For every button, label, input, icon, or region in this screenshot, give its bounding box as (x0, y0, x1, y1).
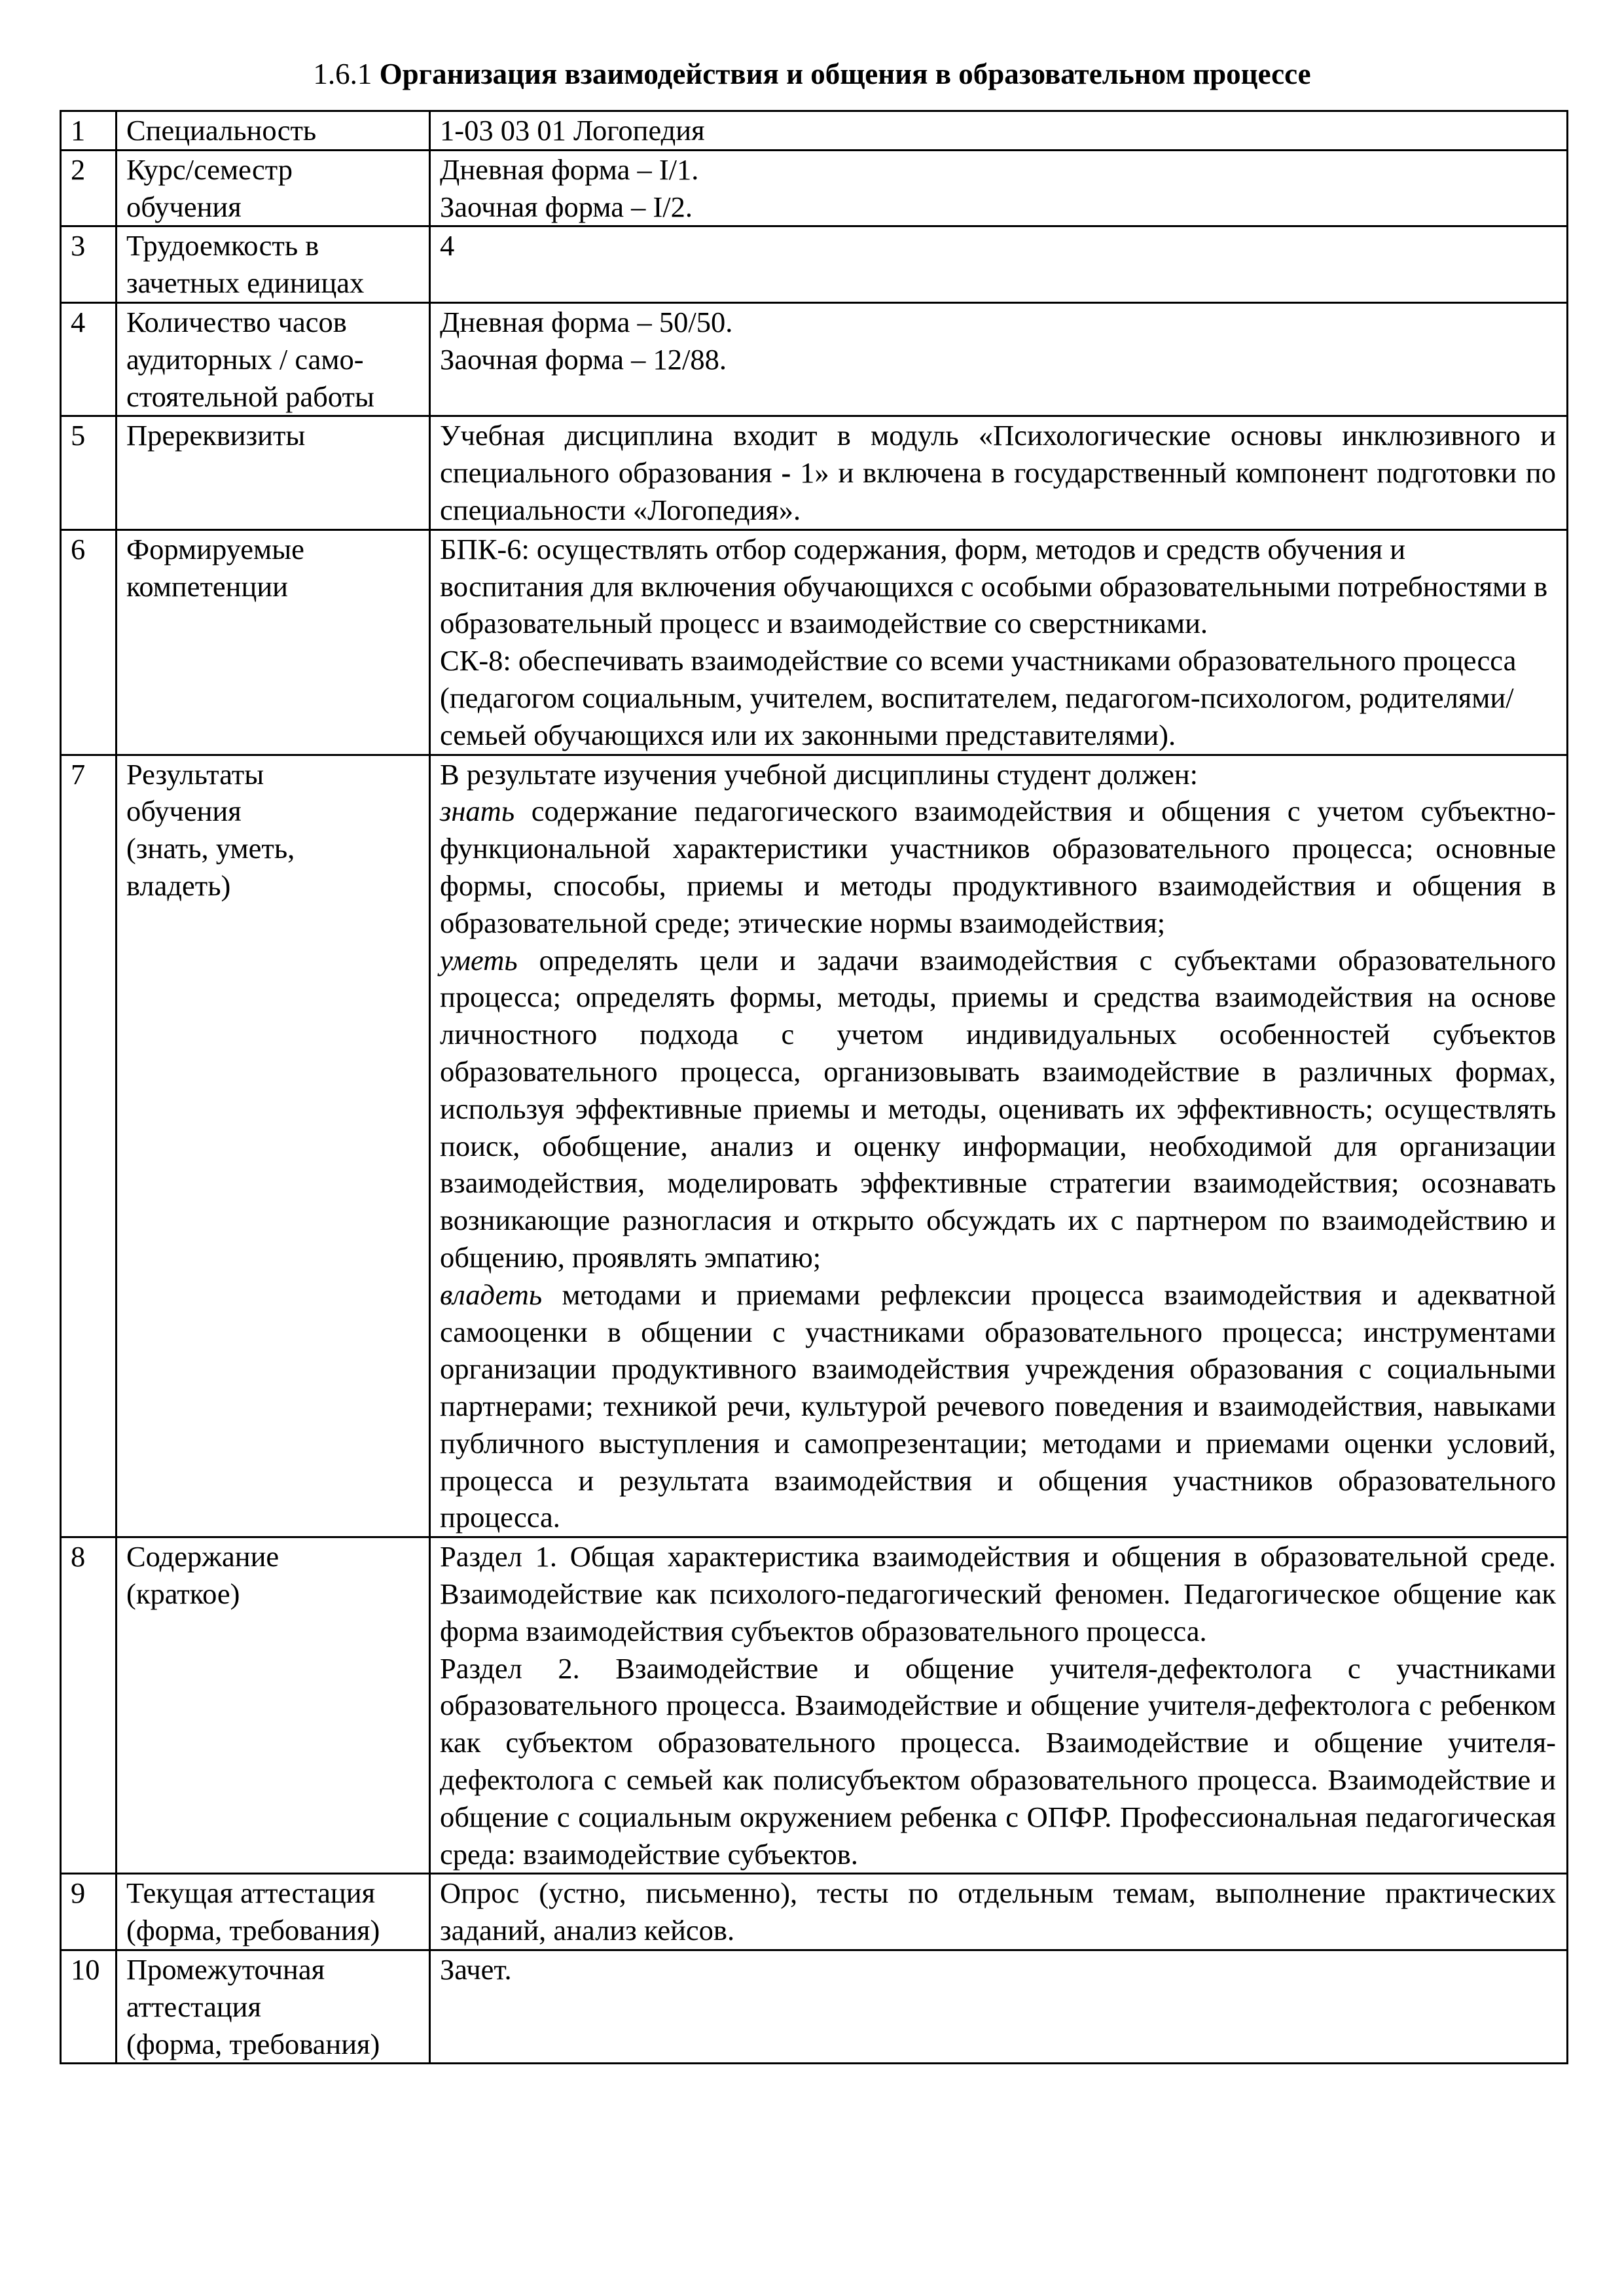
row-label-line: (знать, уметь, (126, 832, 295, 865)
row-value (430, 1950, 1568, 2064)
row-label-line: (краткое) (126, 1577, 240, 1611)
row-value (430, 111, 1568, 151)
row-label-line: стоятельной работы (126, 380, 374, 413)
row-value-line: Заочная форма – 12/88. (440, 342, 727, 376)
table-row (61, 755, 1568, 1537)
row-value (430, 226, 1568, 303)
learning-outcome-text: содержание педагогического взаимодействия и общения с учетом субъектно-функциональной характеристики участников образовательного процесса; основные формы, способы, приемы и методы продуктивного взаимодействия и общения в образовательной среде; этические нормы взаимодействия; (440, 795, 1556, 939)
learning-outcome-text: методами и приемами рефлексии процесса взаимодействия и адекватной самооценки в общении с участниками образовательного процесса; инструментами организации продуктивного взаимодействия учреждения образования с социальными партнерами; техникой речи, культурой речевого поведения и взаимодействия, навыками публичного выступления и самопрезентации; методами и приемами оценки условий, процесса и результата взаимодействия и общения участников образовательного процесса. (440, 1278, 1556, 1534)
table-row (61, 1537, 1568, 1874)
prerequisites-dash: - (781, 456, 791, 490)
table-row (61, 416, 1568, 529)
learning-outcome-know (440, 793, 1556, 941)
row-value (430, 1537, 1568, 1874)
row-value-line: Дневная форма – 50/50. (440, 305, 733, 338)
prerequisites-text-end: 1» и включена в государственный компонент подготовки по специальности «Логопедия». (440, 456, 1556, 526)
row-number: 10 (61, 1950, 117, 2064)
row-label (117, 1874, 430, 1950)
row-label (117, 416, 430, 529)
prerequisites-text (440, 417, 1556, 528)
row-label-line: (форма, требования) (126, 2027, 380, 2060)
row-label (117, 1950, 430, 2064)
row-label-line: Формируемые (126, 532, 304, 565)
table-row (61, 111, 1568, 151)
row-label-line: Пререквизиты (126, 419, 306, 452)
keyword-can: уметь (440, 943, 518, 977)
row-label-line: Количество часов (126, 305, 347, 338)
section-title: Организация взаимодействия и общения в образовательном процессе (379, 58, 1311, 90)
row-number: 4 (61, 302, 117, 416)
competence-bpk6: БПК-6: осуществлять отбор содержания, форм, методов и средств обучения и воспитания для включения обучающихся с особыми образовательными потребностями в образовательный процесс и взаимодействие со сверстниками. (440, 532, 1548, 640)
row-value (430, 302, 1568, 416)
row-number: 6 (61, 529, 117, 755)
row-label-line: владеть) (126, 869, 231, 902)
row-label-line: (форма, требования) (126, 1914, 380, 1947)
row-value (430, 150, 1568, 226)
row-value-line: Дневная форма – I/1. (440, 152, 699, 186)
table-row (61, 302, 1568, 416)
row-label (117, 302, 430, 416)
row-label (117, 111, 430, 151)
row-label-line: обучения (126, 795, 242, 828)
row-label-line: Содержание (126, 1540, 280, 1573)
keyword-master: владеть (440, 1278, 543, 1311)
learning-outcome-can (440, 942, 1556, 1276)
row-number: 7 (61, 755, 117, 1537)
content-section-2: Раздел 2. Взаимодействие и общение учителя-дефектолога с участниками образовательного процесса. Взаимодействие и общение учителя-дефектолога с ребенком как субъектом образовательного процесса. Взаимодействие и общение учителя-дефектолога с семьей как полисубъектом образовательного процесса. Взаимодействие и общение с социальным окружением ребенка с ОПФР. Профессиональная педагогическая среда: взаимодействие субъектов. (440, 1651, 1556, 1871)
row-label (117, 226, 430, 303)
row-label-line: аттестация (126, 1990, 261, 2023)
row-label (117, 529, 430, 755)
row-label-line: компетенции (126, 569, 288, 603)
keyword-know: знать (440, 795, 515, 828)
current-assessment-text: Опрос (устно, письменно), тесты по отдельным темам, выполнение практических заданий, анализ кейсов. (440, 1876, 1556, 1947)
row-label (117, 150, 430, 226)
row-number: 2 (61, 150, 117, 226)
row-value (430, 1874, 1568, 1950)
table-row (61, 529, 1568, 755)
row-label-line: аудиторных / само- (126, 342, 364, 376)
competence-sk8: СК-8: обеспечивать взаимодействие со всеми участниками образовательного процесса (педагогом социальным, учителем, воспитателем, педагогом-психологом, родителями/семьей обучающихся или их законными представителями). (440, 644, 1517, 751)
row-value-line: 1-03 03 01 Логопедия (440, 114, 705, 147)
row-value (430, 529, 1568, 755)
row-label (117, 1537, 430, 1874)
learning-outcomes-intro: В результате изучения учебной дисциплины студент должен: (440, 757, 1199, 791)
learning-outcome-text: определять цели и задачи взаимодействия с субъектами образовательного процесса; определять формы, методы, приемы и средства взаимодействия на основе личностного подхода с учетом индивидуальных особенностей субъектов образовательного процесса, организовывать взаимодействие в различных формах, используя эффективные приемы и методы, оценивать их эффективность; осуществлять поиск, обобщение, анализ и оценку информации, необходимой для организации взаимодействия, моделировать эффективные стратегии взаимодействия; осознавать возникающие разногласия и открыто обсуждать их с партнером по взаимодействию и общению, проявлять эмпатию; (440, 943, 1556, 1274)
table-row (61, 226, 1568, 303)
row-value (430, 755, 1568, 1537)
table-row (61, 1950, 1568, 2064)
row-label-line: Результаты (126, 757, 264, 791)
table-row (61, 1874, 1568, 1950)
page-title (0, 56, 1624, 92)
row-number: 9 (61, 1874, 117, 1950)
row-number: 1 (61, 111, 117, 151)
final-assessment-text: Зачет. (440, 1953, 512, 1986)
content-section-1: Раздел 1. Общая характеристика взаимодействия и общения в образовательной среде. Взаимодействие как психолого-педагогический феномен. Педагогическое общение как форма взаимодействия субъектов образовательного процесса. (440, 1540, 1556, 1647)
learning-outcome-master (440, 1276, 1556, 1537)
row-label-line: Промежуточная (126, 1953, 325, 1986)
section-number: 1.6.1 (313, 58, 372, 90)
row-label-line: Текущая аттестация (126, 1876, 376, 1910)
row-value (430, 416, 1568, 529)
row-value-line: 4 (440, 229, 455, 262)
row-label (117, 755, 430, 1537)
prerequisites-text-start: Учебная дисциплина входит в модуль «Психологические основы инклюзивного и специального образования (440, 419, 1556, 490)
course-description-table (60, 110, 1568, 2064)
row-label-line: Специальность (126, 114, 317, 147)
row-label-line: Курс/семестр (126, 152, 293, 186)
row-label-line: Трудоемкость в (126, 229, 319, 262)
row-number: 5 (61, 416, 117, 529)
row-number: 3 (61, 226, 117, 303)
row-label-line: обучения (126, 190, 242, 223)
row-number: 8 (61, 1537, 117, 1874)
row-value-line: Заочная форма – I/2. (440, 190, 693, 223)
row-label-line: зачетных единицах (126, 266, 365, 300)
table-row (61, 150, 1568, 226)
